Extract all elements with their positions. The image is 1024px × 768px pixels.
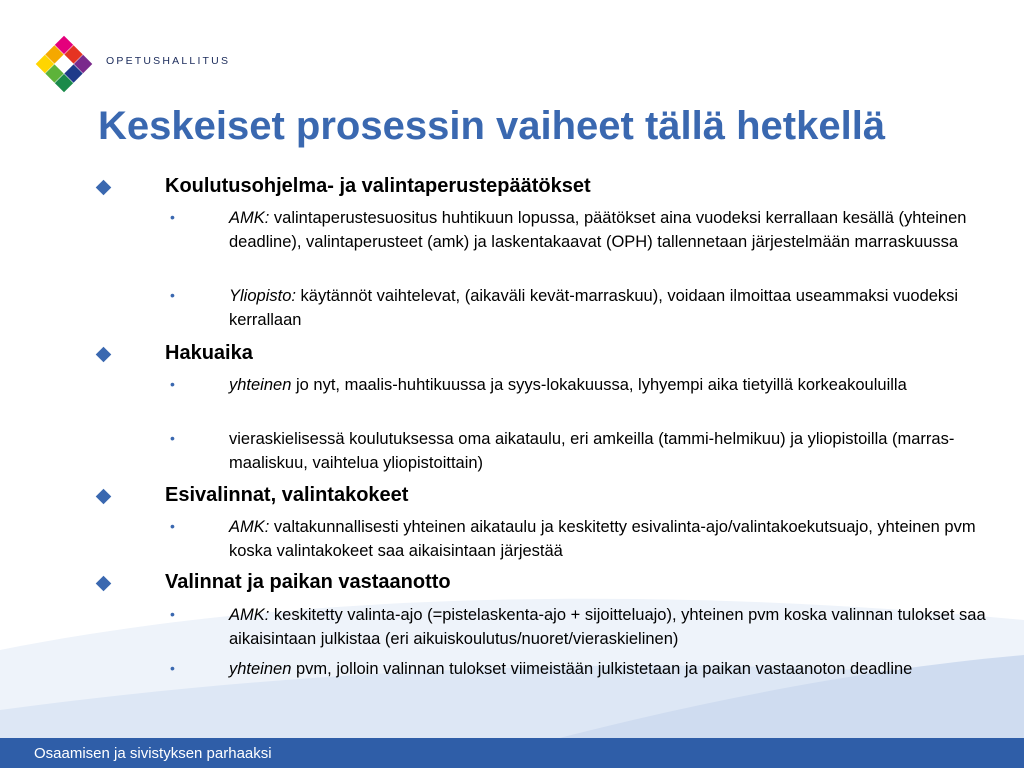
- section-bullet-icon: [96, 347, 112, 363]
- section-bullet-icon: [96, 489, 112, 505]
- section-heading: Valinnat ja paikan vastaanotto: [165, 571, 451, 593]
- item-bullet-icon: •: [170, 209, 175, 225]
- item-bullet-icon: •: [170, 606, 175, 622]
- slide-title: Keskeiset prosessin vaiheet tällä hetkellä: [98, 104, 886, 148]
- list-item: yhteinen jo nyt, maalis-huhtikuussa ja syys-lokakuussa, lyhyempi aika tietyillä korkeakouluilla: [229, 376, 907, 394]
- section-heading: Hakuaika: [165, 342, 253, 364]
- item-bullet-icon: •: [170, 518, 175, 534]
- item-bullet-icon: •: [170, 287, 175, 303]
- org-name: OPETUSHALLITUS: [106, 55, 231, 67]
- list-item: AMK: valtakunnallisesti yhteinen aikataulu ja keskitetty esivalinta-ajo/valintakoekutsuajo, yhteinen pvm koska valintakokeet saa aikaisintaan järjestää: [229, 518, 976, 560]
- list-item: Yliopisto: käytännöt vaihtelevat, (aikaväli kevät-marraskuu), voidaan ilmoittaa useammaksi vuodeksi kerrallaan: [229, 287, 959, 329]
- section-heading: Koulutusohjelma- ja valintaperustepäätökset: [165, 175, 591, 197]
- footer-text: Osaamisen ja sivistyksen parhaaksi: [34, 745, 272, 762]
- list-item: AMK: valintaperustesuositus huhtikuun lopussa, päätökset aina vuodeksi kerrallaan kesällä (yhteinen deadline), valintaperusteet (amk) ja laskentakaavat (OPH) tallennetaan järjestelmään marraskuussa: [229, 209, 967, 251]
- list-item: AMK: keskitetty valinta-ajo (=pistelaskenta-ajo + sijoitteluajo), yhteinen pvm koska valinnan tulokset saa aikaisintaan julkistaa (eri aikuiskoulutus/nuoret/vieraskielinen): [229, 606, 986, 648]
- section-heading: Esivalinnat, valintakokeet: [165, 484, 409, 506]
- list-item: yhteinen pvm, jolloin valinnan tulokset viimeistään julkistetaan ja paikan vastaanoton deadline: [229, 660, 913, 678]
- item-bullet-icon: •: [170, 660, 175, 676]
- opetushallitus-logo-icon: [34, 34, 94, 94]
- list-item: vieraskielisessä koulutuksessa oma aikataulu, eri amkeilla (tammi-helmikuu) ja yliopistoilla (marras-maaliskuu, vaihtelua yliopistoittain): [229, 430, 955, 472]
- item-bullet-icon: •: [170, 430, 175, 446]
- section-bullet-icon: [96, 180, 112, 196]
- item-bullet-icon: •: [170, 376, 175, 392]
